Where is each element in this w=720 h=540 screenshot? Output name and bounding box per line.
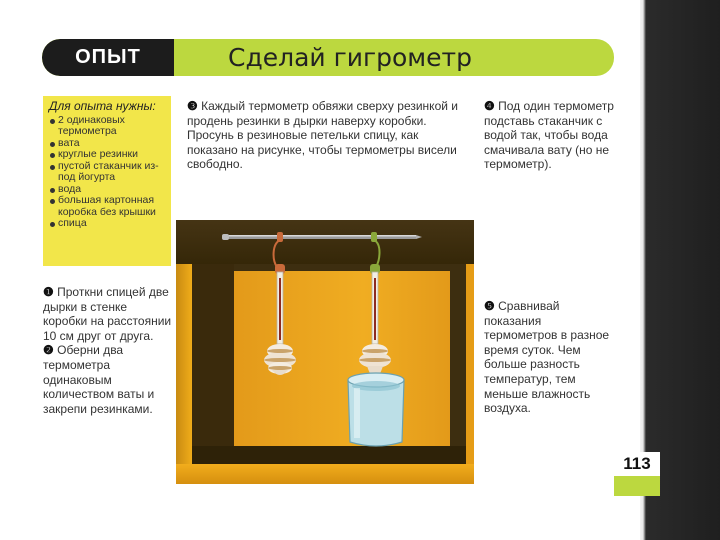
step-5-text: Сравнивай показания термометров в разное время суток. Чем больше разность температур, тем меньше влажность воздуха. — [484, 299, 610, 416]
step-4-text: Под один термометр подставь стаканчик с водой так, чтобы вода смачивала вату (но не термометр). — [484, 99, 614, 172]
thermometer-right-icon — [359, 240, 391, 378]
water-cup-icon — [348, 373, 404, 446]
step-2 — [43, 343, 173, 416]
materials-item: вата — [49, 138, 165, 150]
thermometer-left-icon — [264, 240, 296, 375]
step-2-number: ❷ — [43, 343, 54, 358]
step-5 — [484, 299, 610, 416]
step-1 — [43, 285, 173, 343]
materials-box — [43, 96, 171, 266]
step-3 — [187, 99, 469, 172]
step-1-number: ❶ — [43, 285, 54, 299]
materials-item: вода — [49, 184, 165, 196]
materials-title: Для опыта нужны: — [49, 99, 156, 113]
thermometers-drawing — [176, 220, 474, 488]
materials-item: 2 одинаковых термометра — [49, 115, 165, 138]
materials-item: пустой стаканчик из-под йогурта — [49, 161, 165, 184]
hygrometer-illustration — [176, 220, 474, 488]
materials-item: круглые резинки — [49, 149, 165, 161]
step-2-text: Оберни два термометра одинаковым количеством ваты и закрепи резинками. — [43, 343, 155, 416]
step-4 — [484, 99, 618, 172]
step-1-text: Проткни спицей две дырки в стенке коробки на расстоянии 10 см друг от друга. — [43, 285, 172, 343]
step-4-number: ❹ — [484, 99, 495, 113]
page-number-accent — [614, 476, 660, 496]
knitting-needle-icon — [222, 234, 422, 240]
experiment-tag: ОПЫТ — [42, 39, 174, 76]
materials-list — [49, 115, 165, 230]
steps-1-2 — [43, 285, 173, 416]
page-title: Сделай гигрометр — [228, 43, 472, 72]
materials-item: спица — [49, 218, 165, 230]
step-5-number: ❺ — [484, 299, 495, 313]
step-3-number: ❸ — [187, 99, 198, 113]
materials-item: большая картонная коробка без крышки — [49, 195, 165, 218]
title-bar — [42, 39, 614, 76]
step-3-text: Каждый термометр обвяжи сверху резинкой и продень резинки в дырки наверху коробки. Просунь в резиновые петельки спицу, как показано на рисунке, чтобы термометры висели свободно. — [187, 99, 458, 172]
page-number: 113 — [614, 452, 660, 476]
